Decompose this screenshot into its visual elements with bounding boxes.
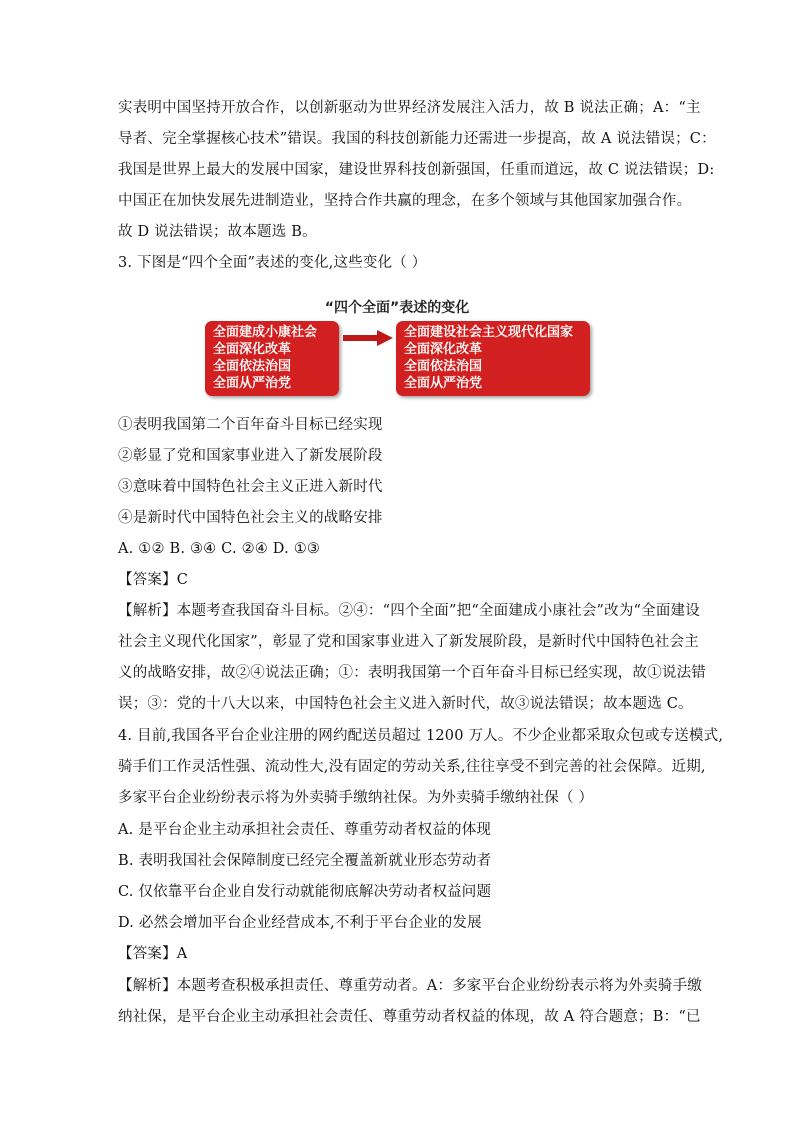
question-4-stem: 4. 目前,我国各平台企业注册的网约配送员超过 1200 万人。不少企业都采取众包或专送模式, xyxy=(118,728,724,744)
before-item: 全面深化改革 xyxy=(213,342,292,357)
right-arrow-icon xyxy=(343,330,393,346)
analysis-line: 【解析】本题考查我国奋斗目标。②④：“四个全面”把“全面建成小康社会”改为“全面建设 xyxy=(118,603,700,619)
option-c: C. 仅依靠平台企业自发行动就能彻底解决劳动者权益问题 xyxy=(118,884,492,900)
analysis-line: 纳社保，是平台企业主动承担社会责任、尊重劳动者权益的体现，故 A 符合题意；B：“已 xyxy=(118,1009,701,1025)
analysis-line: 【解析】本题考查积极承担责任、尊重劳动者。A：多家平台企业纷纷表示将为外卖骑手缴 xyxy=(118,978,702,994)
analysis-line: 社会主义现代化国家”，彰显了党和国家事业进入了新发展阶段，是新时代中国特色社会主 xyxy=(118,634,699,650)
intro-line: 导者、完全掌握核心技术”错误。我国的科技创新能力还需进一步提高，故 A 说法错误；C： xyxy=(118,131,716,147)
after-item: 全面建设社会主义现代化国家 xyxy=(404,325,574,340)
answer-label: 【答案】A xyxy=(118,946,188,962)
statement: ①表明我国第二个百年奋斗目标已经实现 xyxy=(118,417,383,433)
after-item: 全面依法治国 xyxy=(404,359,483,374)
intro-line: 我国是世界上最大的发展中国家，建设世界科技创新强国，任重而道远，故 C 说法错误；D: xyxy=(118,162,715,178)
answer-options: A. ①② B. ③④ C. ②④ D. ①③ xyxy=(118,541,321,557)
before-item: 全面建成小康社会 xyxy=(213,325,318,340)
question-4-stem: 多家平台企业纷纷表示将为外卖骑手缴纳社保。为外卖骑手缴纳社保（ ） xyxy=(118,790,594,806)
option-d: D. 必然会增加平台企业经营成本,不利于平台企业的发展 xyxy=(118,915,482,931)
statement: ③意味着中国特色社会主义正进入新时代 xyxy=(118,479,383,495)
answer-label: 【答案】C xyxy=(118,572,189,588)
statement: ②彰显了党和国家事业进入了新发展阶段 xyxy=(118,448,383,464)
question-4-stem: 骑手们工作灵活性强、流动性大,没有固定的劳动关系,往往享受不到完善的社会保障。近期, xyxy=(118,759,706,775)
analysis-line: 误；③：党的十八大以来，中国特色社会主义进入新时代，故③说法错误；故本题选 C。 xyxy=(118,696,693,712)
option-a: A. 是平台企业主动承担社会责任、尊重劳动者权益的体现 xyxy=(118,822,492,838)
before-item: 全面从严治党 xyxy=(213,376,292,391)
diagram-title: “四个全面”表述的变化 xyxy=(324,300,470,316)
intro-line: 故 D 说法错误；故本题选 B。 xyxy=(118,224,317,240)
intro-line: 实表明中国坚持开放合作，以创新驱动为世界经济发展注入活力，故 B 说法正确；A：“主 xyxy=(118,100,701,116)
diagram-after-box xyxy=(396,321,590,396)
before-item: 全面依法治国 xyxy=(213,359,292,374)
diagram-before-box xyxy=(205,321,339,396)
question-3-stem: 3. 下图是“四个全面”表述的变化,这些变化（ ） xyxy=(118,255,427,271)
intro-line: 中国正在加快发展先进制造业，坚持合作共赢的理念，在多个领域与其他国家加强合作。 xyxy=(118,193,692,209)
analysis-line: 义的战略安排，故②④说法正确；①：表明我国第一个百年奋斗目标已经实现，故①说法错 xyxy=(118,665,706,681)
option-b: B. 表明我国社会保障制度已经完全覆盖新就业形态劳动者 xyxy=(118,853,492,869)
after-item: 全面从严治党 xyxy=(404,376,483,391)
after-item: 全面深化改革 xyxy=(404,342,483,357)
statement: ④是新时代中国特色社会主义的战略安排 xyxy=(118,510,383,526)
